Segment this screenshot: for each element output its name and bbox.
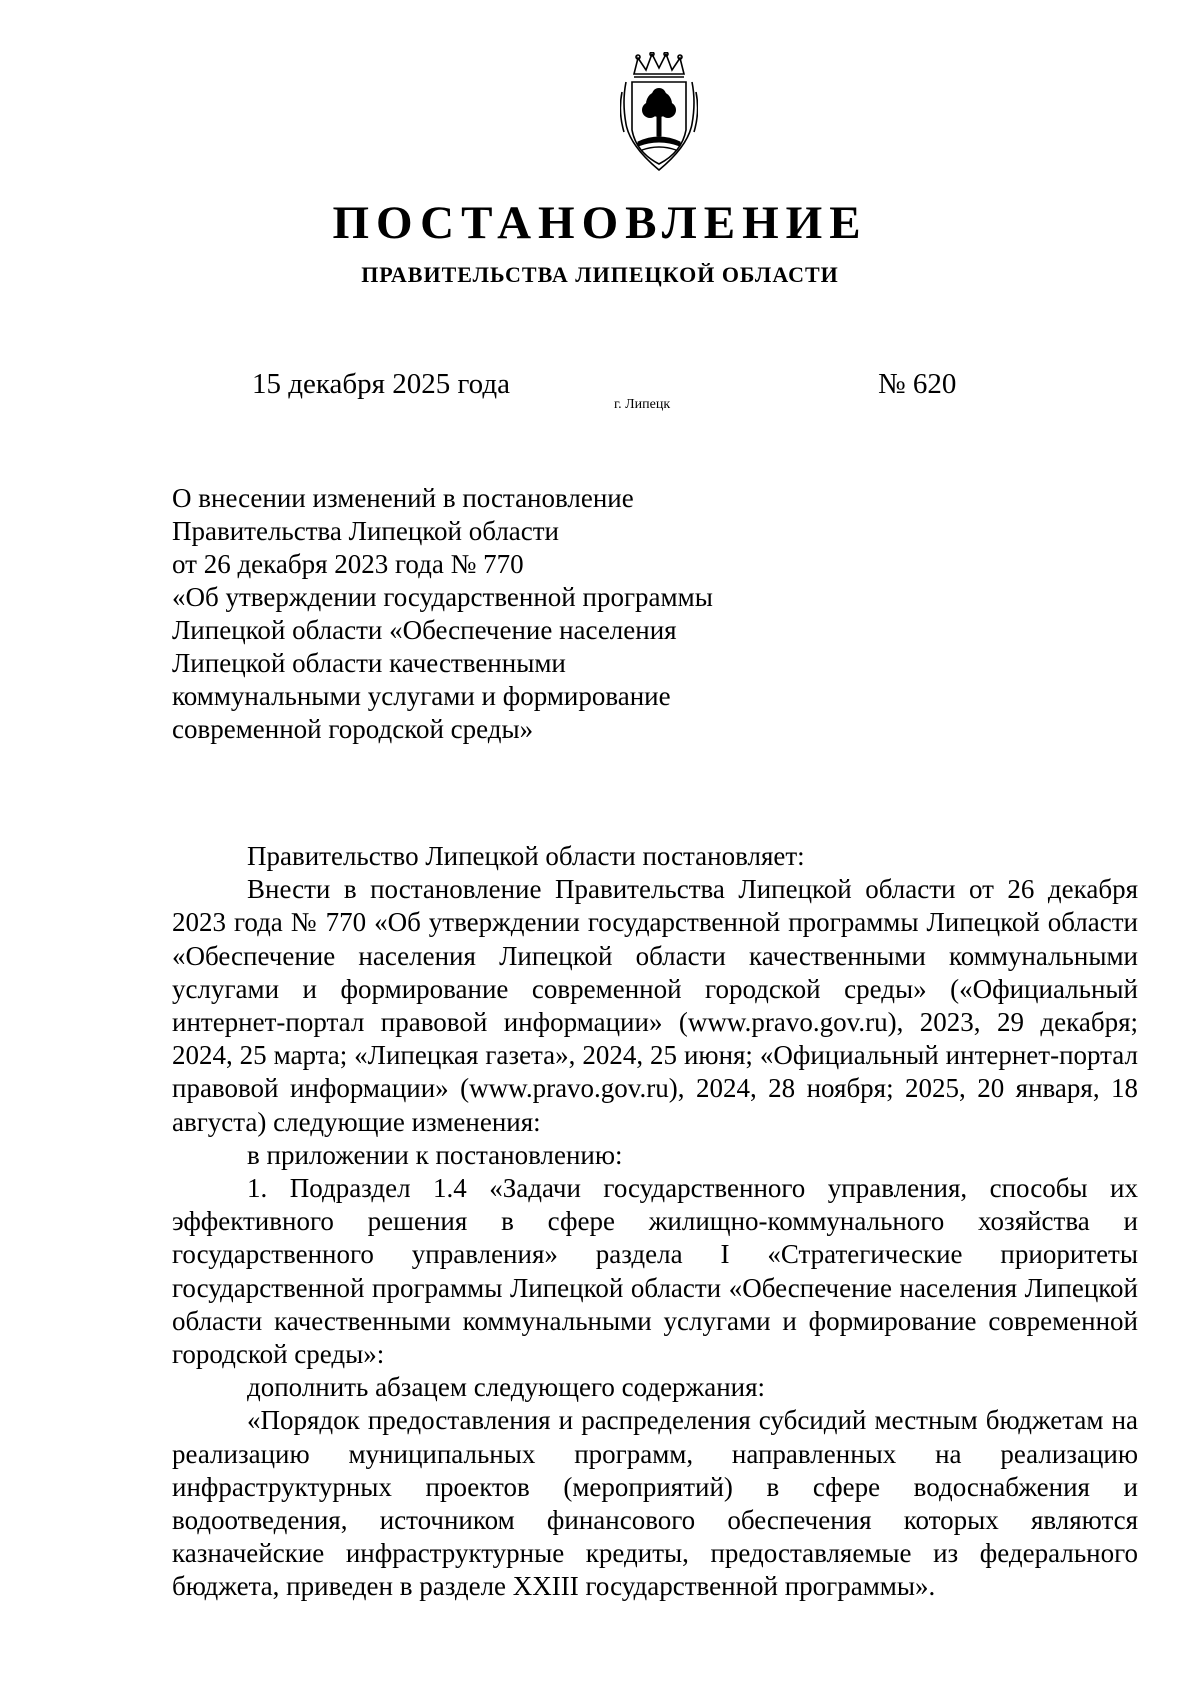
body-paragraph: Правительство Липецкой области постановляет: bbox=[247, 841, 805, 871]
heading-line: Липецкой области качественными bbox=[172, 648, 566, 678]
heading-line: современной городской среды» bbox=[172, 714, 534, 744]
heading-line: коммунальными услугами и формирование bbox=[172, 681, 671, 711]
document-title: ПОСТАНОВЛЕНИЕ bbox=[332, 197, 868, 249]
heading-line: «Об утверждении государственной программы bbox=[172, 582, 713, 612]
document-body bbox=[172, 840, 1138, 1604]
document-subtitle: ПРАВИТЕЛЬСТВА ЛИПЕЦКОЙ ОБЛАСТИ bbox=[361, 262, 839, 287]
heading-line: Липецкой области «Обеспечение населения bbox=[172, 615, 677, 645]
document-city: г. Липецк bbox=[614, 397, 671, 412]
heading-line: Правительства Липецкой области bbox=[172, 516, 560, 546]
body-paragraph: Внести в постановление Правительства Липецкой области от 26 декабря 2023 года № 770 «Об утверждении государственной программы Липецкой области «Обеспечение населения Липецкой области качественными коммунальными услугами и формирование современной городской среды» («Официальный интернет-портал правовой информации» (www.pravo.gov.ru), 2023, 29 декабря; 2024, 25 марта; «Липецкая газета», 2024, 25 июня; «Официальный интернет-портал правовой информации» (www.pravo.gov.ru), 2024, 28 ноября; 2025, 20 января, 18 августа) следующие изменения: bbox=[172, 874, 1138, 1137]
body-paragraph: «Порядок предоставления и распределения субсидий местным бюджетам на реализацию муниципальных программ, направленных на реализацию инфраструктурных проектов (мероприятий) в сфере водоснабжения и водоотведения, источником финансового обеспечения которых являются казначейские инфраструктурные кредиты, предоставляемые из федерального бюджета, приведен в разделе XXIII государственной программы». bbox=[172, 1405, 1138, 1602]
body-paragraph: дополнить абзацем следующего содержания: bbox=[247, 1372, 766, 1403]
body-paragraph: в приложении к постановлению: bbox=[247, 1139, 623, 1170]
document-heading bbox=[172, 482, 792, 746]
coat-of-arms-icon bbox=[620, 52, 698, 174]
heading-line: от 26 декабря 2023 года № 770 bbox=[172, 549, 524, 579]
document-date: 15 декабря 2025 года bbox=[252, 368, 510, 400]
document-number: № 620 bbox=[878, 368, 957, 400]
heading-line: О внесении изменений в постановление bbox=[172, 483, 634, 513]
body-paragraph: 1. Подраздел 1.4 «Задачи государственного управления, способы их эффективного решения в сфере жилищно-коммунального хозяйства и государственного управления» раздела I «Стратегические приоритеты государственной программы Липецкой области «Обеспечение населения Липецкой области качественными коммунальными услугами и формирование современной городской среды»: bbox=[172, 1173, 1138, 1370]
